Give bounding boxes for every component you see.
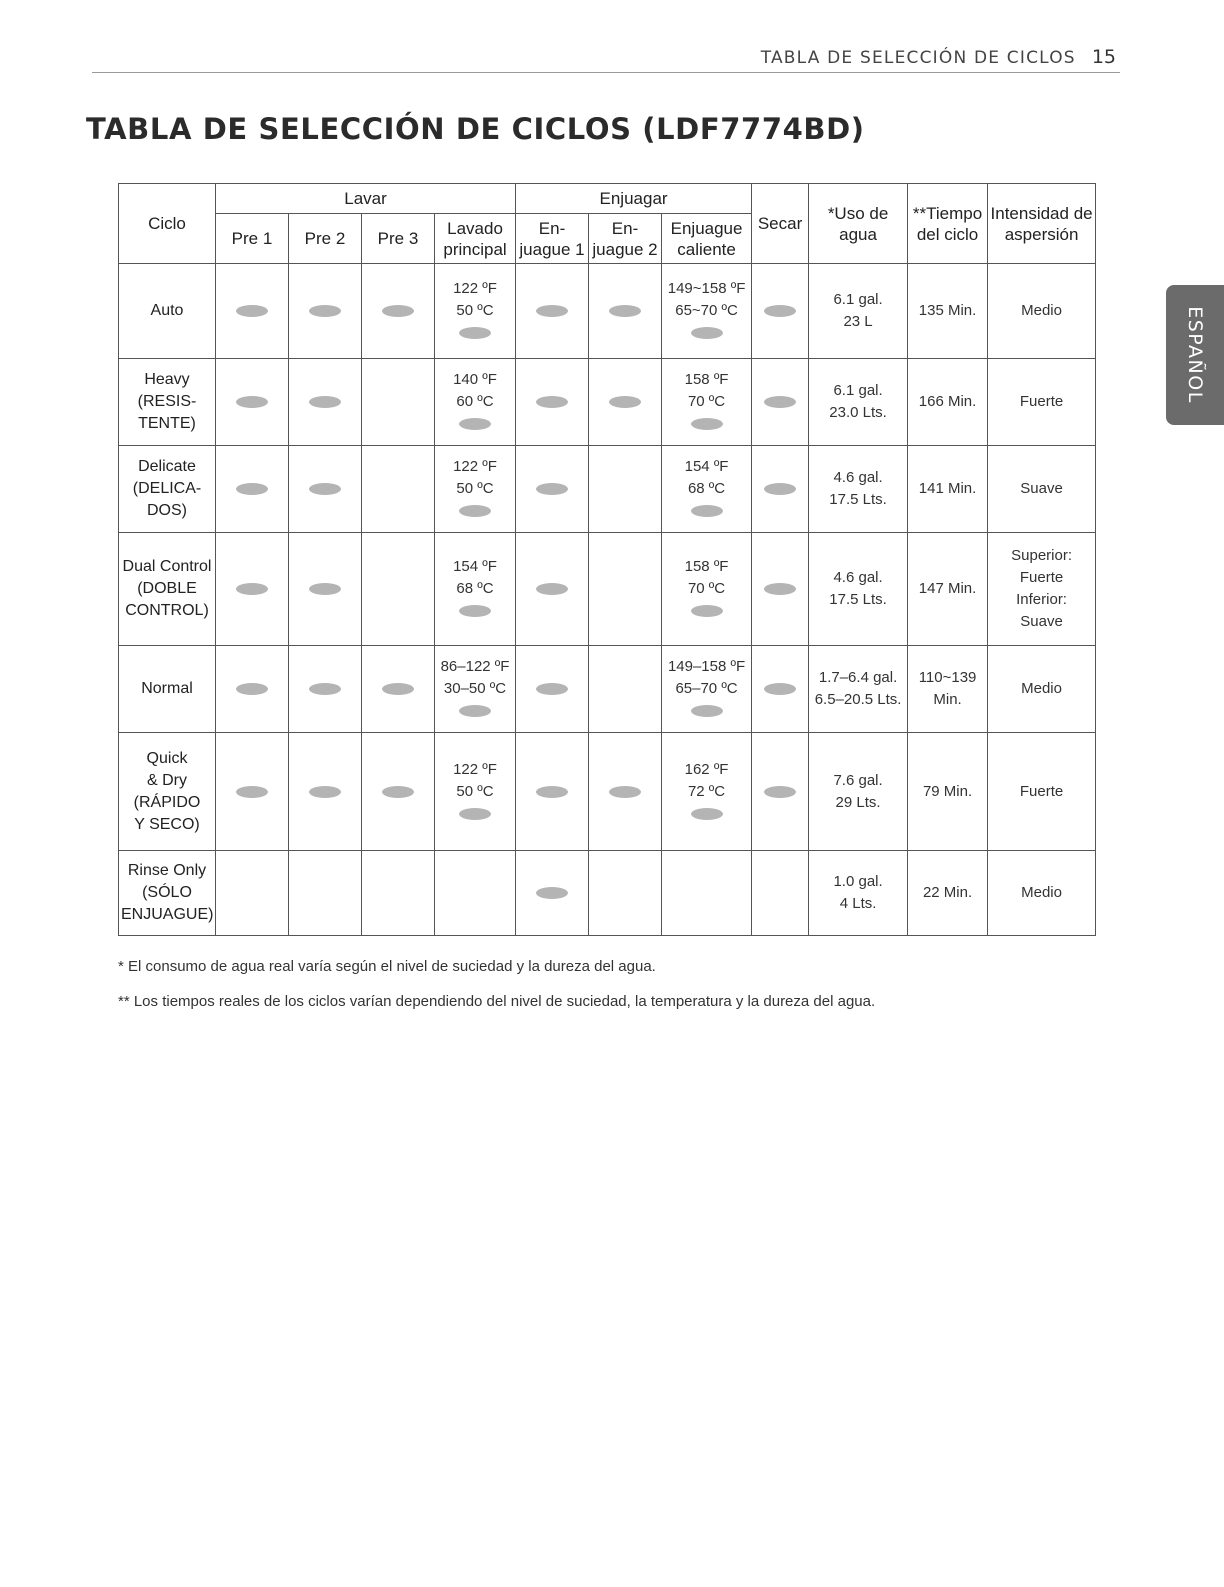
step-indicator-dot [536, 483, 568, 495]
cell-water-use-line: 6.1 gal. [833, 291, 883, 308]
cell-pre2 [289, 851, 362, 936]
cell-rinse2 [589, 359, 662, 446]
cell-pre3 [362, 359, 435, 446]
header-pre3: Pre 3 [362, 214, 435, 264]
cell-cycle [119, 646, 216, 733]
cell-spray-intensity [988, 533, 1096, 646]
cell-spray-intensity [988, 446, 1096, 533]
cell-cycle [119, 733, 216, 851]
cell-water-use-line: 4.6 gal. [833, 469, 883, 486]
step-indicator-dot [309, 786, 341, 798]
cell-cycle [119, 264, 216, 359]
header-spray-intensity: Intensidad de aspersión [988, 184, 1096, 264]
step-indicator-dot [309, 583, 341, 595]
temperature-line: 68 ºC [687, 480, 726, 497]
cell-spray-intensity [988, 733, 1096, 851]
temperature-line: 149–158 ºF [667, 658, 746, 675]
cell-rinse1 [516, 264, 589, 359]
cell-cycle-time-line: 22 Min. [922, 884, 973, 901]
cell-hot-rinse [662, 359, 752, 446]
step-indicator-dot [236, 305, 268, 317]
step-indicator-dot [691, 808, 723, 820]
cell-pre1 [216, 446, 289, 533]
cell-water-use [809, 733, 908, 851]
table-row [119, 733, 1096, 851]
cell-dry [752, 533, 809, 646]
temperature-line: 60 ºC [456, 393, 494, 410]
cell-main-wash [435, 359, 516, 446]
temperature-line: 122 ºF [453, 458, 497, 475]
step-indicator-dot [764, 583, 796, 595]
step-indicator-dot [609, 786, 641, 798]
header-dry: Secar [752, 184, 809, 264]
header-cycle-time: **Tiempo del ciclo [908, 184, 988, 264]
temperature-line: 154 ºF [684, 458, 729, 475]
cell-pre2 [289, 446, 362, 533]
cell-rinse1 [516, 646, 589, 733]
cell-water-use [809, 446, 908, 533]
table-row [119, 851, 1096, 936]
cell-cycle-time-line: 135 Min. [918, 302, 977, 319]
cell-pre3 [362, 646, 435, 733]
cell-spray-intensity-line: Medio [1021, 302, 1062, 319]
cell-spray-intensity [988, 646, 1096, 733]
cell-water-use [809, 533, 908, 646]
cell-spray-intensity [988, 359, 1096, 446]
step-indicator-dot [459, 605, 491, 617]
header-hot-rinse [662, 214, 752, 264]
cell-main-wash [435, 264, 516, 359]
running-head [761, 46, 1116, 68]
header-hot-rinse-line: Enjuague [670, 218, 743, 238]
header-pre2: Pre 2 [289, 214, 362, 264]
cycle-name-line: (RESIS- [137, 393, 197, 410]
header-hot-rinse-line: caliente [677, 239, 736, 259]
step-indicator-dot [236, 786, 268, 798]
cell-hot-rinse [662, 851, 752, 936]
temperature-line: 122 ºF [453, 760, 497, 778]
header-rinse2 [589, 214, 662, 264]
cell-water-use [809, 359, 908, 446]
cell-water-use-line: 6.1 gal. [833, 382, 883, 399]
cell-water-use-line: 4.6 gal. [833, 569, 883, 586]
cell-rinse2 [589, 533, 662, 646]
header-main-wash [435, 214, 516, 264]
cell-hot-rinse [662, 264, 752, 359]
cell-pre2 [289, 533, 362, 646]
header-wash: Lavar [216, 184, 516, 214]
cell-pre3 [362, 533, 435, 646]
cycle-name-line: Dual Control [122, 558, 212, 575]
header-rinse: Enjuagar [516, 184, 752, 214]
cell-dry [752, 446, 809, 533]
cell-hot-rinse [662, 733, 752, 851]
language-tab-label: ESPAÑOL [1184, 306, 1206, 404]
cycle-name-line: Quick [146, 749, 188, 767]
cell-spray-intensity-line: Medio [1021, 680, 1062, 697]
step-indicator-dot [236, 683, 268, 695]
cell-rinse2 [589, 646, 662, 733]
cell-water-use-line: 1.0 gal. [833, 873, 883, 890]
cell-pre2 [289, 264, 362, 359]
table-row [119, 646, 1096, 733]
running-head-text: TABLA DE SELECCIÓN DE CICLOS [760, 48, 1076, 68]
temperature-line: 72 ºC [687, 782, 726, 800]
cell-dry [752, 646, 809, 733]
cell-dry [752, 851, 809, 936]
step-indicator-dot [764, 683, 796, 695]
temperature-line: 50 ºC [456, 782, 494, 800]
step-indicator-dot [536, 583, 568, 595]
cell-water-use [809, 264, 908, 359]
cell-cycle [119, 446, 216, 533]
cell-water-use [809, 851, 908, 936]
step-indicator-dot [309, 483, 341, 495]
step-indicator-dot [691, 418, 723, 430]
step-indicator-dot [536, 683, 568, 695]
temperature-line: 70 ºC [687, 580, 726, 597]
step-indicator-dot [691, 605, 723, 617]
cell-spray-intensity-line: Fuerte [1019, 569, 1064, 586]
cycle-name-line: Rinse Only [127, 862, 207, 879]
header-cycle: Ciclo [119, 184, 216, 264]
page-number: 15 [1091, 46, 1116, 68]
cell-spray-intensity-line: Inferior: [1016, 591, 1067, 608]
cell-dry [752, 733, 809, 851]
cell-main-wash [435, 733, 516, 851]
temperature-line: 158 ºF [684, 371, 729, 388]
cell-pre1 [216, 646, 289, 733]
cell-pre2 [289, 733, 362, 851]
cell-water-use-line: 17.5 Lts. [829, 591, 887, 608]
header-rule [92, 72, 1120, 73]
temperature-line: 50 ºC [456, 480, 494, 497]
cell-pre1 [216, 359, 289, 446]
cell-dry [752, 264, 809, 359]
cell-rinse2 [589, 446, 662, 533]
step-indicator-dot [459, 327, 491, 339]
temperature-line: 30–50 ºC [443, 680, 507, 697]
step-indicator-dot [609, 305, 641, 317]
temperature-line: 149~158 ºF [667, 280, 746, 297]
cell-pre2 [289, 646, 362, 733]
step-indicator-dot [764, 786, 796, 798]
footnote-time: ** Los tiempos reales de los ciclos varían dependiendo del nivel de suciedad, la temperatura y la dureza del agua. [118, 993, 876, 1010]
cell-rinse2 [589, 264, 662, 359]
language-tab [1166, 285, 1224, 425]
header-water-use: *Uso de agua [809, 184, 908, 264]
temperature-line: 122 ºF [453, 280, 497, 297]
table-row [119, 533, 1096, 646]
step-indicator-dot [309, 683, 341, 695]
cell-water-use-line: 29 Lts. [835, 793, 881, 811]
step-indicator-dot [536, 396, 568, 408]
step-indicator-dot [764, 483, 796, 495]
temperature-line: 65–70 ºC [675, 680, 738, 697]
cell-cycle-time [908, 264, 988, 359]
step-indicator-dot [459, 808, 491, 820]
footnotes [118, 958, 875, 1028]
cycle-name-line: (DOBLE [137, 580, 197, 597]
cell-dry [752, 359, 809, 446]
header-rinse1 [516, 214, 589, 264]
step-indicator-dot [382, 683, 414, 695]
cell-water-use-line: 6.5–20.5 Lts. [814, 691, 902, 708]
temperature-line: 86–122 ºF [440, 658, 510, 675]
cell-water-use-line: 17.5 Lts. [829, 491, 887, 508]
cycle-name-line: DOS) [147, 502, 187, 519]
cell-pre1 [216, 851, 289, 936]
cell-spray-intensity-line: Medio [1021, 884, 1062, 901]
header-rinse2-line: juague 2 [592, 239, 658, 259]
temperature-line: 70 ºC [687, 393, 726, 410]
cell-spray-intensity-line: Superior: [1011, 547, 1072, 564]
step-indicator-dot [382, 786, 414, 798]
cell-water-use-line: 1.7–6.4 gal. [818, 669, 898, 686]
step-indicator-dot [536, 305, 568, 317]
temperature-line: 162 ºF [684, 760, 729, 778]
temperature-line: 154 ºF [453, 558, 497, 575]
cycle-name-line: Y SECO) [134, 815, 200, 833]
cell-spray-intensity [988, 264, 1096, 359]
cell-hot-rinse [662, 646, 752, 733]
step-indicator-dot [691, 327, 723, 339]
step-indicator-dot [691, 505, 723, 517]
cell-cycle [119, 533, 216, 646]
cycle-name-line: (SÓLO [142, 884, 192, 901]
cell-hot-rinse [662, 533, 752, 646]
cell-cycle-time-line: Min. [933, 691, 962, 708]
cell-pre1 [216, 733, 289, 851]
cell-hot-rinse [662, 446, 752, 533]
cell-cycle [119, 359, 216, 446]
cycle-name-line: Normal [141, 680, 193, 697]
step-indicator-dot [236, 483, 268, 495]
step-indicator-dot [382, 305, 414, 317]
cycle-name-line: TENTE) [138, 415, 196, 432]
cell-main-wash [435, 646, 516, 733]
cell-cycle-time-line: 166 Min. [918, 393, 977, 410]
footnote-water: * El consumo de agua real varía según el nivel de suciedad y la dureza del agua. [118, 958, 656, 975]
temperature-line: 140 ºF [453, 371, 497, 388]
cell-pre3 [362, 851, 435, 936]
cell-pre3 [362, 446, 435, 533]
cell-cycle [119, 851, 216, 936]
cell-spray-intensity-line: Fuerte [1019, 782, 1064, 800]
cell-rinse1 [516, 733, 589, 851]
step-indicator-dot [691, 705, 723, 717]
header-main-wash-line: Lavado [447, 218, 503, 238]
temperature-line: 158 ºF [684, 558, 729, 575]
step-indicator-dot [236, 396, 268, 408]
cell-pre2 [289, 359, 362, 446]
header-rinse1-line: juague 1 [519, 239, 585, 259]
cycle-rows [119, 264, 1096, 936]
cell-rinse1 [516, 851, 589, 936]
step-indicator-dot [609, 396, 641, 408]
cell-main-wash [435, 851, 516, 936]
header-main-wash-line: principal [443, 239, 507, 259]
cycle-name-line: Auto [150, 302, 184, 319]
cell-main-wash [435, 533, 516, 646]
step-indicator-dot [764, 305, 796, 317]
temperature-line: 50 ºC [456, 302, 494, 319]
cycle-name-line: (DELICA- [132, 480, 202, 497]
cell-water-use-line: 4 Lts. [839, 895, 877, 912]
cell-cycle-time [908, 533, 988, 646]
cell-cycle-time [908, 733, 988, 851]
table-row [119, 446, 1096, 533]
page-title: TABLA DE SELECCIÓN DE CICLOS (LDF7774BD) [86, 112, 865, 146]
cell-cycle-time [908, 646, 988, 733]
header-rinse1-line: En- [538, 218, 566, 238]
cell-water-use-line: 7.6 gal. [833, 771, 883, 789]
cell-cycle-time-line: 110~139 [918, 669, 977, 686]
temperature-line: 68 ºC [456, 580, 494, 597]
header-rinse2-line: En- [611, 218, 639, 238]
cell-main-wash [435, 446, 516, 533]
step-indicator-dot [459, 505, 491, 517]
cell-water-use-line: 23.0 Lts. [829, 404, 887, 421]
cycle-name-line: CONTROL) [125, 602, 209, 619]
cell-rinse1 [516, 359, 589, 446]
cell-cycle-time [908, 446, 988, 533]
cell-pre1 [216, 264, 289, 359]
cycle-name-line: Heavy [144, 371, 190, 388]
step-indicator-dot [236, 583, 268, 595]
cycle-name-line: (RÁPIDO [133, 793, 201, 811]
cycle-selection-table [118, 183, 1096, 936]
cell-water-use [809, 646, 908, 733]
table-row [119, 359, 1096, 446]
cell-cycle-time [908, 851, 988, 936]
cell-rinse1 [516, 533, 589, 646]
step-indicator-dot [536, 786, 568, 798]
step-indicator-dot [309, 305, 341, 317]
temperature-line: 65~70 ºC [675, 302, 738, 319]
cell-rinse1 [516, 446, 589, 533]
cell-rinse2 [589, 851, 662, 936]
cell-pre3 [362, 733, 435, 851]
table-row [119, 264, 1096, 359]
cycle-name-line: & Dry [147, 771, 187, 789]
step-indicator-dot [536, 887, 568, 899]
cell-spray-intensity-line: Suave [1020, 480, 1063, 497]
cell-cycle-time-line: 147 Min. [918, 580, 977, 597]
header-pre1: Pre 1 [216, 214, 289, 264]
cycle-name-line: ENJUAGUE) [121, 906, 214, 923]
cell-spray-intensity [988, 851, 1096, 936]
cell-pre1 [216, 533, 289, 646]
cell-pre3 [362, 264, 435, 359]
cell-rinse2 [589, 733, 662, 851]
cell-cycle-time-line: 141 Min. [918, 480, 977, 497]
cell-spray-intensity-line: Suave [1020, 613, 1063, 630]
step-indicator-dot [459, 418, 491, 430]
cycle-name-line: Delicate [138, 458, 196, 475]
cell-cycle-time [908, 359, 988, 446]
cell-spray-intensity-line: Fuerte [1019, 393, 1064, 410]
cell-cycle-time-line: 79 Min. [922, 782, 973, 800]
step-indicator-dot [764, 396, 796, 408]
step-indicator-dot [459, 705, 491, 717]
cell-water-use-line: 23 L [843, 313, 873, 330]
step-indicator-dot [309, 396, 341, 408]
